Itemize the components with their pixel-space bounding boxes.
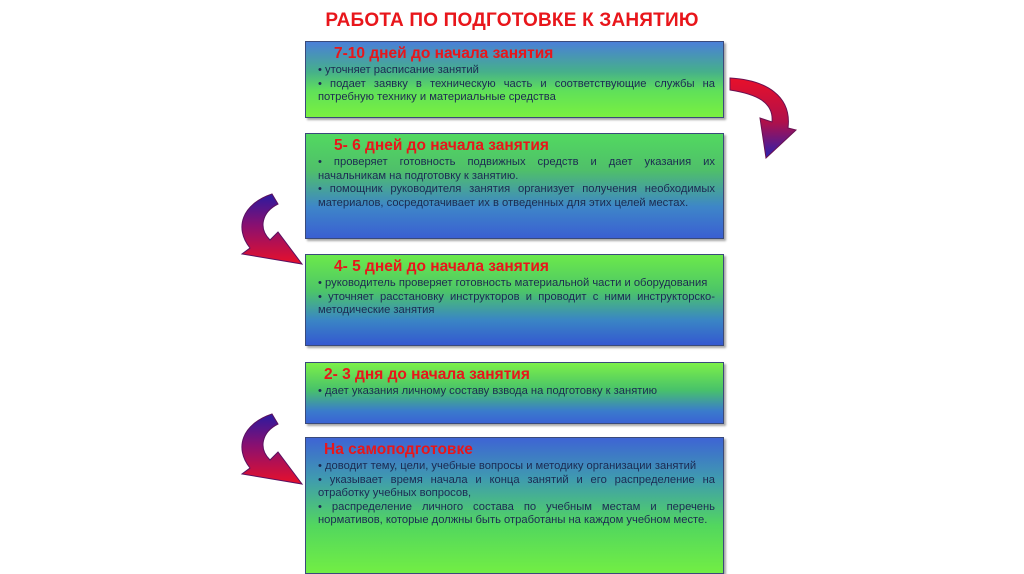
stage-item: • дает указания личному составу взвода на подготовку к занятию <box>318 385 658 397</box>
stage-item: • распределение личного состава по учебным местам и перечень нормативов, которые должны быть отработаны на каждом учебном месте. <box>318 500 715 527</box>
curved-arrow-right-icon <box>726 74 798 162</box>
stage-box-self-preparation <box>305 437 724 574</box>
curved-arrow-left-icon <box>232 412 306 494</box>
stage-heading: 2- 3 дня до начала занятия <box>324 366 530 383</box>
stage-item: • руководитель проверяет готовность материальной части и оборудования <box>318 277 708 289</box>
stage-box-5-6-days <box>305 133 724 239</box>
stage-item: • проверяет готовность подвижных средств и дает указания их начальникам на подготовку к занятию. <box>318 156 715 182</box>
stage-heading: На самоподготовке <box>324 441 473 458</box>
stage-item: • помощник руководителя занятия организует получения необходимых материалов, сосредотачивает их в отведенных для этих целей местах. <box>318 183 715 209</box>
stage-item: • уточняет расписание занятий <box>318 64 479 76</box>
stage-item: • доводит тему, цели, учебные вопросы и методику организации занятий <box>318 460 697 472</box>
stage-heading: 4- 5 дней до начала занятия <box>334 258 549 275</box>
stage-box-4-5-days <box>305 254 724 346</box>
page-title: РАБОТА ПО ПОДГОТОВКЕ К ЗАНЯТИЮ <box>325 10 699 31</box>
stage-box-7-10-days <box>305 41 724 118</box>
stage-heading: 5- 6 дней до начала занятия <box>334 137 549 154</box>
curved-arrow-left-icon <box>232 192 306 274</box>
stage-item: • указывает время начала и конца занятий и его распределение на отработку учебных вопросов, <box>318 473 715 500</box>
stage-item: • подает заявку в техническую часть и соответствующие службы на потребную технику и материальные средства <box>318 77 715 104</box>
stage-box-2-3-days <box>305 362 724 424</box>
stage-heading: 7-10 дней до начала занятия <box>334 45 554 62</box>
stage-item: • уточняет расстановку инструкторов и проводит с ними инструкторско-методические занятия <box>318 290 715 317</box>
